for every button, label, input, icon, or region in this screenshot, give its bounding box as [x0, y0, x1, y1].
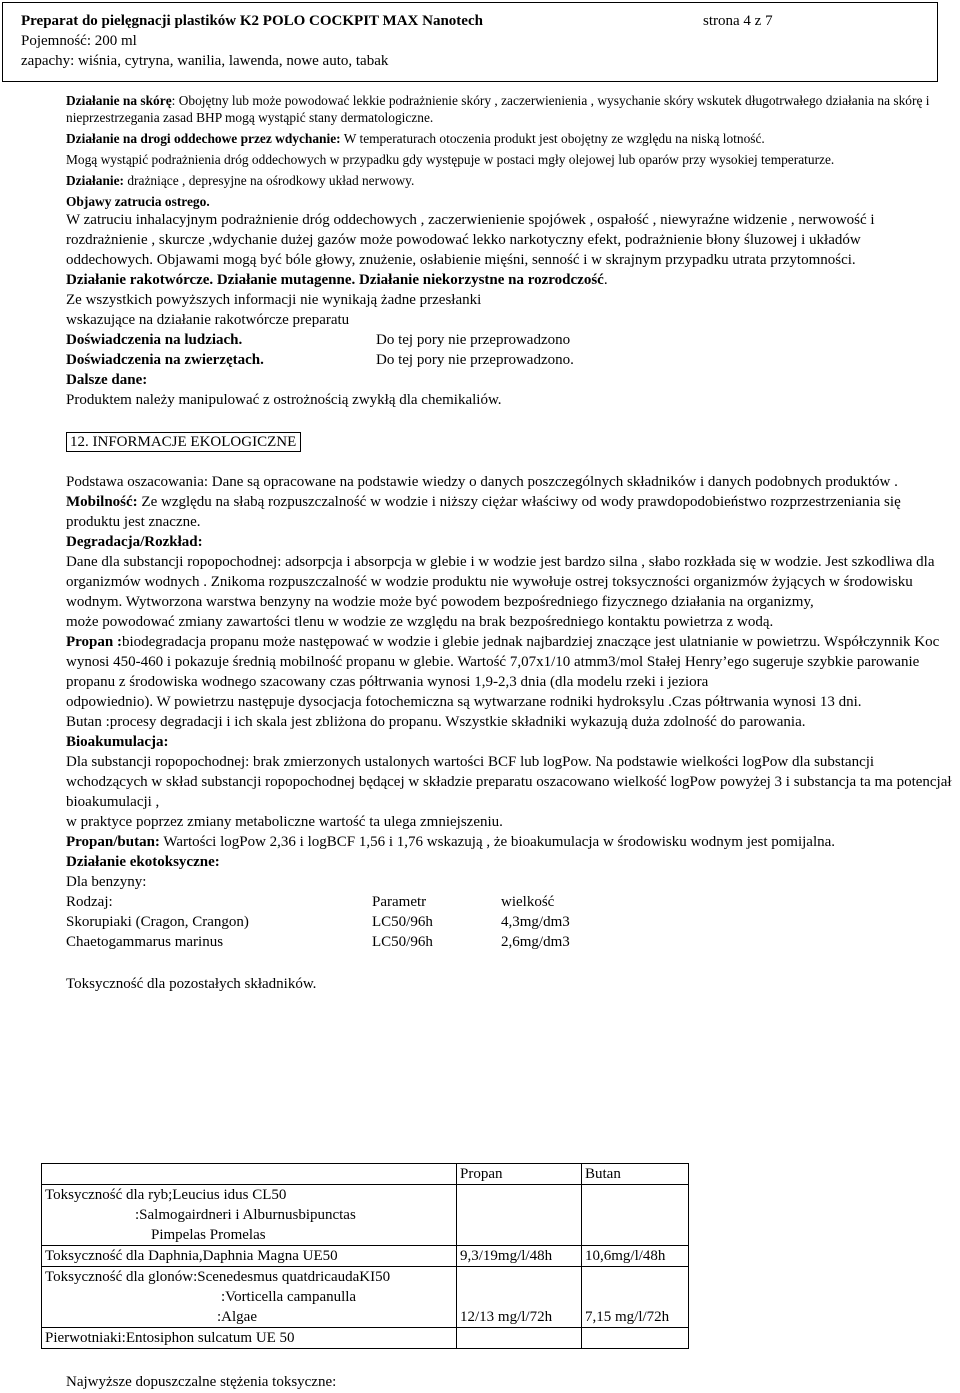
other-components-label: Toksyczność dla pozostałych składników.: [66, 976, 317, 992]
daphnia-butan: 10,6mg/l/48h: [582, 1246, 689, 1267]
capacity-line: Pojemność: 200 ml: [21, 33, 137, 49]
mobility-text: Mobilność: Ze względu na słabą rozpuszczalność w wodzie i niższy ciężar właściwy od wody prawdopodobieństwo rozprzestrzeniania się produktu jest znaczne.: [66, 494, 901, 530]
table-row: [42, 1246, 689, 1267]
degradation-text-2: może powodować zmiany zawartości tlenu w wodzie ze względu na brak bezpośredniego kontaktu powietrza z wodą.: [66, 614, 774, 630]
algae-line-1: Toksyczność dla glonów:Scenedesmus quatdricaudaKI50: [45, 1269, 391, 1285]
propane-degradation: Propan :biodegradacja propanu może następować w wodzie i glebie jednak najbardziej znaczące jest ulatnianie w powietrzu. Współczynnik Koc wynosi 450-460 i pokazuje średnią mobilność propanu w glebie. Wartość 7,07x1/10 atmm3/mol Stałej Henry’ego sugeruje szybkie parowanie propanu z środowiska wodnego szacowany czas półtrwania wynosi 1,9-2,3 dnia (dla modelu rzeki i jeziora: [66, 634, 940, 690]
table-row: [42, 1185, 689, 1246]
section-wrapper: [66, 422, 958, 472]
table-row: [42, 1328, 689, 1349]
document-title: Preparat do pielęgnacji plastików K2 POLO COCKPIT MAX Nanotech: [21, 13, 483, 29]
degradation-heading: Degradacja/Rozkład:: [66, 534, 203, 550]
butane-degradation: Butan :procesy degradacji i ich skala jest zbliżona do propanu. Wszystkie składniki wykazują duża zdolność do parowania.: [66, 714, 806, 730]
carcinogenic-text-1: Ze wszystkich powyższych informacji nie wynikają żadne przesłanki: [66, 292, 482, 308]
basis-text: Podstawa oszacowania: Dane są opracowane na podstawie wiedzy o danych poszczególnych składników i danych podobnych produktów .: [66, 474, 898, 490]
respiratory-effect-2: Mogą wystąpić podrażnienia dróg oddechowych w przypadku gdy występuje w postaci mgły olejowej lub oparów przy wysokiej temperaturze.: [66, 152, 835, 167]
scents-line: zapachy: wiśnia, cytryna, wanilia, lawenda, nowe auto, tabak: [21, 53, 389, 69]
gasoline-table-row: Skorupiaki (Cragon, Crangon) LC50/96h 4,3mg/dm3: [66, 914, 570, 930]
degradation-text-1: Dane dla substancji ropopochodnej: adsorpcja i absorpcja w glebie i w wodzie jest bardzo silna , słabo rozkłada się w wodzie. Jest szkodliwa dla organizmów wodnych . Znikoma rozpuszczalność w wodzie produktu nie wywołuje ostrej toksyczności organizmów żyjących w środowisku wodnym. Wytworzona warstwa benzyny na wodzie może być powodem bezpośredniego fizycznego działania na organizmy,: [66, 554, 935, 610]
symptoms-heading: Objawy zatrucia ostrego.: [66, 194, 210, 209]
animal-tests-row: Doświadczenia na zwierzętach. Do tej pory nie przeprowadzono.: [66, 352, 574, 368]
propane-degradation-2: odpowiednio). W powietrzu następuje dysocjacja fotochemiczna są wytwarzane rodniki hydroksylu .Czas półtrwania wynosi 13 dni.: [66, 694, 862, 710]
table-row: [42, 1267, 689, 1328]
algae-propan: 12/13 mg/l/72h: [457, 1267, 582, 1328]
gasoline-table-row: Chaetogammarus marinus LC50/96h 2,6mg/dm3: [66, 934, 570, 950]
gasoline-label: Dla benzyny:: [66, 874, 147, 890]
respiratory-effect: Działanie na drogi oddechowe przez wdychanie: W temperaturach otoczenia produkt jest obojętny ze względu na niską lotność.: [66, 131, 765, 146]
carcinogenic-heading: Działanie rakotwórcze. Działanie mutagenne. Działanie niekorzystne na rozrodczość.: [66, 272, 608, 288]
bioaccumulation-text-1: Dla substancji ropopochodnej: brak zmierzonych ustalonych wartości BCF lub logPow. Na podstawie wielkości logPow dla substancji wchodzących w skład substancji ropopochodnej będącej w składzie preparatu oszacowano wielkość logPow powyżej 3 i substancja ta ma potencjał bioakumulacji ,: [66, 754, 952, 810]
daphnia-propan: 9,3/19mg/l/48h: [457, 1246, 582, 1267]
page-number: strona 4 z 7: [703, 13, 773, 29]
carcinogenic-text-2: wskazujące na działanie rakotwórcze preparatu: [66, 312, 350, 328]
document-body: [66, 92, 958, 994]
algae-butan: 7,15 mg/l/72h: [582, 1267, 689, 1328]
daphnia-label: Toksyczność dla Daphnia,Daphnia Magna UE50: [42, 1246, 457, 1267]
page-header: [2, 2, 938, 82]
section-12-title: 12. INFORMACJE EKOLOGICZNE: [66, 432, 301, 452]
protozoa-label: Pierwotniaki:Entosiphon sulcatum UE 50: [42, 1328, 457, 1349]
ecotoxic-heading: Działanie ekotoksyczne:: [66, 854, 220, 870]
table-row: [42, 1164, 689, 1185]
max-concentration-label: Najwyższe dopuszczalne stężenia toksyczne:: [66, 1374, 337, 1390]
algae-line-3: :Algae: [217, 1309, 257, 1325]
bioaccumulation-propane-butane: Propan/butan: Wartości logPow 2,36 i logBCF 1,56 i 1,76 wskazują , że bioakumulacja w środowisku wodnym jest pomijalna.: [66, 834, 836, 850]
fish-line-3: Pimpelas Promelas: [151, 1227, 266, 1243]
human-tests-row: Doświadczenia na ludziach. Do tej pory nie przeprowadzono: [66, 332, 571, 348]
gasoline-table-header: Rodzaj: Parametr wielkość: [66, 894, 555, 910]
skin-effect: Działanie na skórę: Obojętny lub może powodować lekkie podrażnienie skóry , zaczerwienienia , wysychanie skóry wskutek długotrwałego działania na skórę i nieprzestrzegania zasad BHP mogą wystąpić stany dermatologiczne.: [66, 93, 930, 125]
bioaccumulation-text-2: w praktyce poprzez zmiany metaboliczne wartość ta ulega zmniejszeniu.: [66, 814, 503, 830]
action-effect: Działanie: drażniące , depresyjne na ośrodkowy układ nerwowy.: [66, 173, 415, 188]
col-butan: Butan: [582, 1164, 689, 1185]
symptoms-text-1: W zatruciu inhalacyjnym podrażnienie dróg oddechowych , zaczerwienienie spojówek , ospałość , niewyraźne widzenie , nerwowość i rozdrażnienie , skurcze ,wdychanie dużej gazów może powodować lekko narkotyczny efekt, podrażnienie błony śluzowej i układów: [66, 212, 875, 248]
fish-line-2: :Salmogairdneri i Alburnusbipunctas: [135, 1207, 356, 1223]
fish-line-1: Toksyczność dla ryb;Leucius idus CL50: [45, 1187, 287, 1203]
symptoms-text-2: oddechowych. Objawami mogą być bóle głowy, znużenie, osłabienie mięśni, senność i w skrajnym przypadku utrata przytomności.: [66, 252, 856, 268]
bioaccumulation-heading: Bioakumulacja:: [66, 734, 169, 750]
further-data-text: Produktem należy manipulować z ostrożnością zwykłą dla chemikaliów.: [66, 392, 502, 408]
algae-line-2: :Vorticella campanulla: [221, 1289, 357, 1305]
col-propan: Propan: [457, 1164, 582, 1185]
toxicity-table: [41, 1163, 689, 1349]
further-data-heading: Dalsze dane:: [66, 372, 148, 388]
